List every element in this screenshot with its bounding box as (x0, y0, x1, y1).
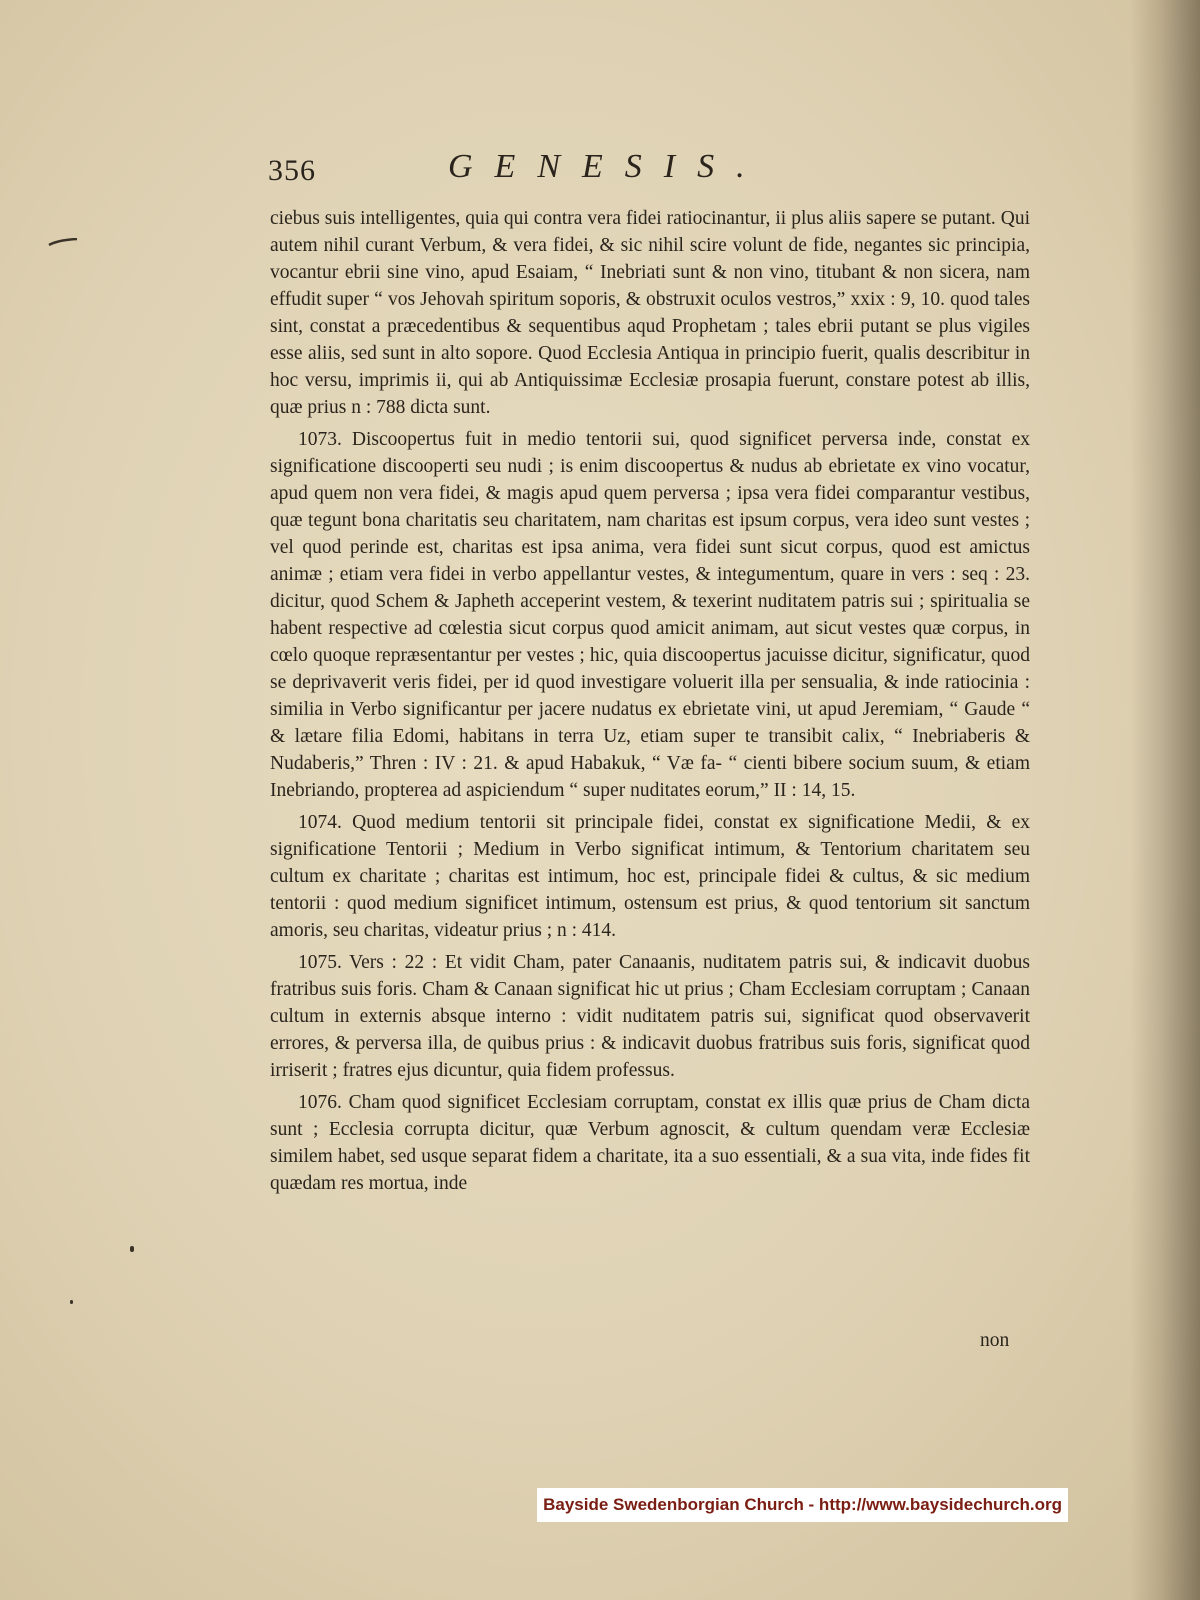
book-spine-shadow (1130, 0, 1200, 1600)
paragraph-1076: 1076. Cham quod significet Ecclesiam corruptam, constat ex illis quæ prius de Cham dicta sunt ; Ecclesia corrupta dicitur, quæ Verbum agnoscit, & cultum quendam veræ Ecclesiæ similem habet, sed usque separat fidem a charitate, ita a suo essentiali, & a sua vita, inde fides fit quædam res mortua, inde (270, 1092, 1030, 1194)
paragraph-1074: 1074. Quod medium tentorii sit principale fidei, constat ex significatione Medii, & ex significatione Tentorii ; Medium in Verbo significat intimum, & Tentorium charitatem seu cultum ex charitate ; charitas est intimum, hoc est, principale fidei & cultus, & sic medium tentorii : quod medium significet intimum, ostensum est prius, & quod tentorium sit sanctum amoris, seu charitas, videatur prius ; n : 414. (270, 812, 1030, 941)
text-body (270, 205, 1030, 1202)
paragraph-1075: 1075. Vers : 22 : Et vidit Cham, pater Canaanis, nuditatem patris sui, & indicavit duobus fratribus suis foris. Cham & Canaan significat hic ut prius ; Cham Ecclesiam corruptam ; Canaan cultum in externis absque interno : vidit nuditatem patris sui, significat quod observaverit errores, & perversa illa, de quibus prius : & indicavit duobus fratribus suis foris, significat quod irriserit ; fratres ejus dicuntur, quia fidem professus. (270, 952, 1030, 1081)
paragraph-continuation: ciebus suis intelligentes, quia qui contra vera fidei ratiocinantur, ii plus aliis sapere se putant. Qui autem nihil curant Verbum, & vera fidei, & sic nihil scire volunt de fide, negantes sic principia, vocantur ebrii sine vino, apud Esaiam, “ Inebriati sunt & non vino, titubant & non sicera, nam effudit super “ vos Jehovah spiritum soporis, & obstruxit oculos vestros,” xxix : 9, 10. quod tales sint, constat a præcedentibus & sequentibus aqud Prophetam ; tales ebrii putant se plus vigiles esse aliis, sed sunt in alto sopore. Quod Ecclesia Antiqua in principio fuerit, qualis describitur in hoc versu, imprimis ii, qui ab Antiquissimæ Ecclesiæ prosapia fuerunt, constare potest ab illis, quæ prius n : 788 dicta sunt. (270, 208, 1030, 418)
footer-credit: Bayside Swedenborgian Church - http://www.baysidechurch.org (537, 1488, 1068, 1522)
ink-speck (70, 1300, 73, 1304)
ink-mark (48, 238, 78, 246)
paragraph-1073: 1073. Discoopertus fuit in medio tentorii sui, quod significet perversa inde, constat ex significatione discooperti seu nudi ; is enim discoopertus & nudus ab ebrietate ex vino vocatur, apud quem non vera fidei, & magis apud quem perversa ; ipsa vera fidei comparantur vestibus, quæ tegunt bona charitatis seu charitatem, nam charitas est ipsum corpus, vera ideo sunt vestes ; vel quod perinde est, charitas est ipsa anima, vera fidei sunt sicut corpus, quod est amictus animæ ; etiam vera fidei in verbo appellantur vestes, & integumentum, quare in vers : seq : 23. dicitur, quod Schem & Japheth acceperint vestem, & texerint nuditatem patris sui ; spiritualia se habent respective ad cœlestia sicut corpus quod amicit animam, aut sicut vestes quæ corpus, in cœlo quoque repræsentantur per vestes ; hic, quia discoopertus jacuisse dicitur, significatur, quod se deprivaverit veris fidei, per id quod investigare voluerit illa per sensualia, & inde ratiocinia : similia in Verbo significantur per jacere nudatus ex ebrietate vini, ut apud Jeremiam, “ Gaude “ & lætare filia Edomi, habitans in terra Uz, etiam super te transibit calix, “ Inebriaberis & Nudaberis,” Thren : IV : 21. & apud Habakuk, “ Væ fa- “ cienti bibere socium suum, & etiam Inebriando, propterea ad aspiciendum “ super nuditates eorum,” II : 14, 15. (270, 429, 1030, 801)
running-title: GENESIS. (448, 148, 767, 185)
page-number: 356 (268, 154, 316, 187)
ink-speck (130, 1246, 134, 1252)
catchword: non (980, 1330, 1010, 1351)
page-header (268, 148, 1048, 194)
